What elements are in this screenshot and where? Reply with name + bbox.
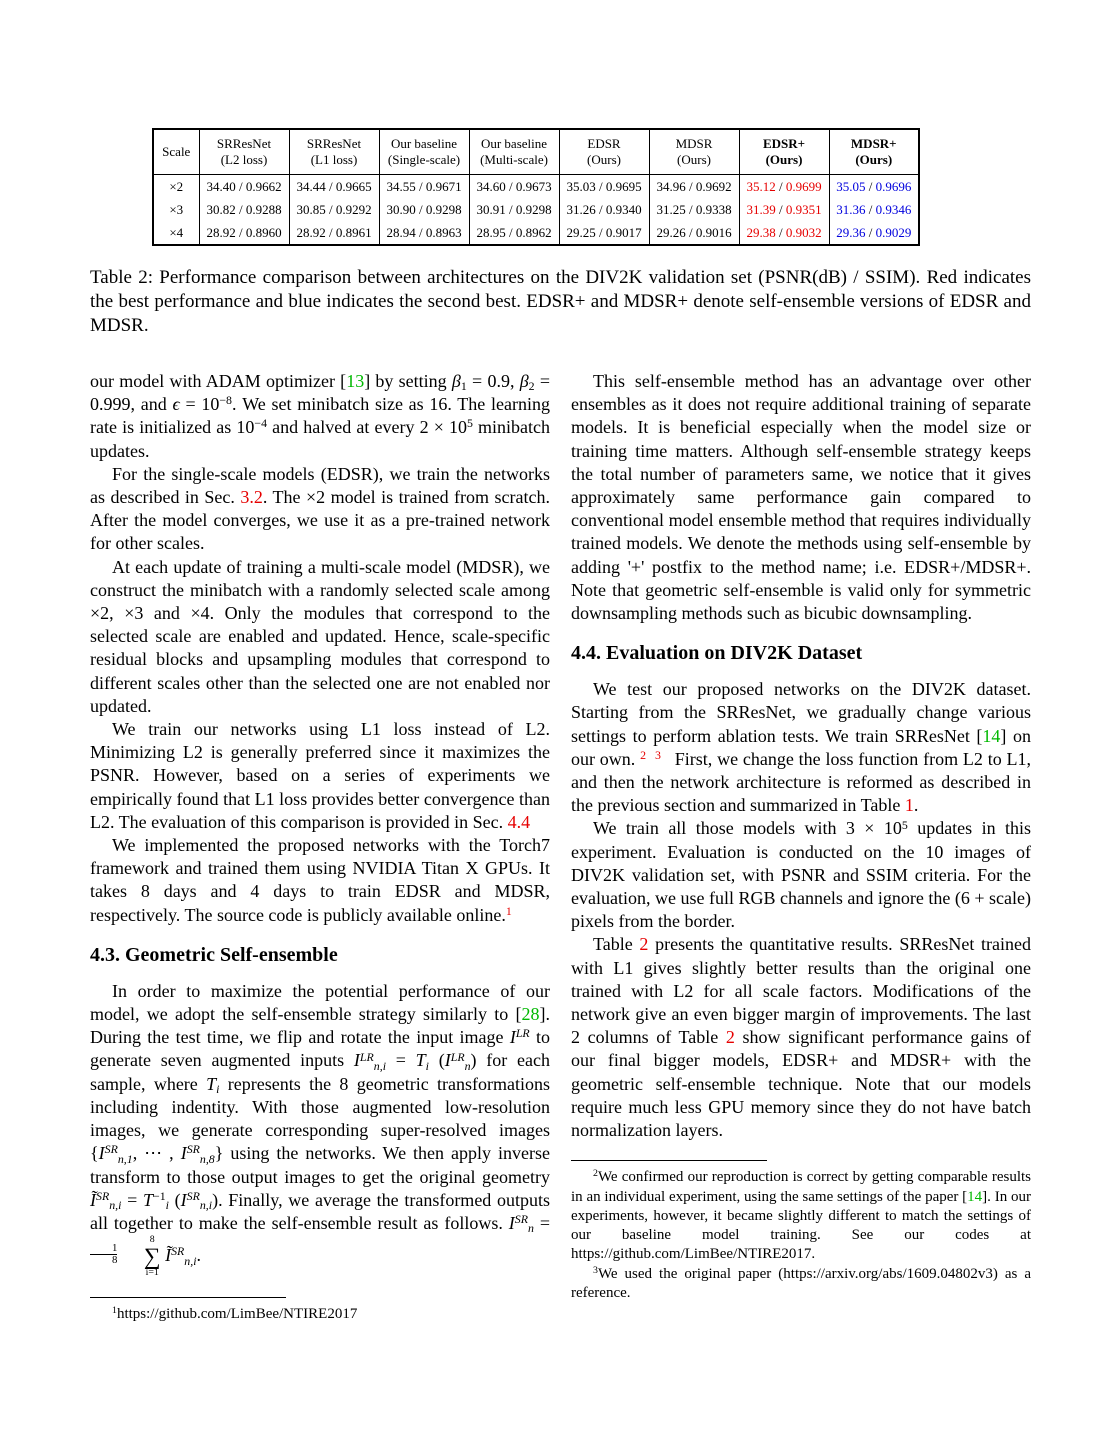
right-column <box>571 370 1031 1324</box>
ssim-value: 0.9340 <box>605 202 642 217</box>
table-cell: 28.92 / 0.8961 <box>289 221 379 245</box>
text-span: I <box>353 1050 360 1071</box>
text-span: n,i <box>373 1058 386 1073</box>
table-cell: 30.90 / 0.9298 <box>379 198 469 221</box>
citation-link[interactable]: 14 <box>982 725 1001 746</box>
table-row <box>153 221 919 245</box>
text-span: 2 <box>528 379 535 394</box>
ref-link[interactable]: 2 <box>640 747 647 762</box>
paragraph: We train our networks using L1 loss instead of L2. Minimizing L2 is generally preferred since it maximizes the PSNR. However, based on a series of experiments we empirically found that L1 loss provides better convergence than L2. The evaluation of this comparison is provided in Sec. 4.4 <box>90 719 550 832</box>
column-header: SRResNet (L1 loss) <box>289 129 379 175</box>
psnr-value: 35.12 <box>746 179 776 194</box>
column-header: EDSR (Ours) <box>559 129 649 175</box>
psnr-value: 30.91 <box>476 202 506 217</box>
ssim-value: 0.9695 <box>605 179 642 194</box>
citation-link[interactable]: 13 <box>346 371 365 391</box>
table-cell: 35.05 / 0.9696 <box>829 175 919 199</box>
table-cell: 28.95 / 0.8962 <box>469 221 559 245</box>
text-span: i <box>216 1082 220 1096</box>
math-fraction: $\frac{1}{8}$ <box>90 1243 117 1267</box>
ssim-value: 0.9699 <box>785 179 822 194</box>
psnr-value: 29.26 <box>656 225 686 240</box>
ssim-value: 0.9696 <box>875 179 912 194</box>
psnr-value: 28.95 <box>476 225 506 240</box>
column-header: Our baseline (Single-scale) <box>379 129 469 175</box>
text-span: SR <box>186 1188 200 1203</box>
ssim-value: 0.9662 <box>245 179 282 194</box>
text-span: I <box>180 1189 187 1210</box>
column-header: Our baseline (Multi-scale) <box>469 129 559 175</box>
psnr-value: 30.90 <box>386 202 416 217</box>
table-cell: 34.44 / 0.9665 <box>289 175 379 199</box>
table-cell: 29.26 / 0.9016 <box>649 221 739 245</box>
paragraph: At each update of training a multi-scale model (MDSR), we construct the minibatch with a randomly selected scale among ×2, ×3 and ×4. Only the modules that correspond to the selected scale are enabled and updated. Hence, scale-specific residual blocks and upsampling modules that correspond to different scales other than the selected one are not enabled nor updated. <box>90 556 550 716</box>
ssim-value: 0.9016 <box>695 225 732 240</box>
text-span: 5 <box>466 416 473 431</box>
psnr-value: 35.03 <box>566 179 596 194</box>
column-header: MDSR (Ours) <box>649 129 739 175</box>
paragraph: We train all those models with $3 \times 10^5$ updates in this experiment. Evaluation is conducted on the 10 images of DIV2K validation set, with PSNR and SSIM criteria. For the evaluation, we use full RGB channels and ignore the (6 + scale) pixels from the border. <box>571 817 1032 932</box>
text-span: SR <box>104 1142 118 1157</box>
text-span: n <box>527 1221 534 1236</box>
psnr-value: 31.39 <box>746 202 776 217</box>
footnote: $^3$We used the original paper (https://arxiv.org/abs/1609.04802v3) as a reference. <box>571 1264 1031 1302</box>
ref-link[interactable]: 1 <box>505 903 512 918</box>
table-cell: 30.85 / 0.9292 <box>289 198 379 221</box>
psnr-value: 34.40 <box>206 179 236 194</box>
table-cell: 29.25 / 0.9017 <box>559 221 649 245</box>
column-header: EDSR+ (Ours) <box>739 129 829 175</box>
text-span: n,i <box>199 1198 213 1213</box>
table-cell: 34.60 / 0.9673 <box>469 175 559 199</box>
left-column <box>90 370 550 1324</box>
text-span: I <box>509 1027 516 1048</box>
psnr-value: 35.05 <box>836 179 866 194</box>
paragraph: We implemented the proposed networks with the Torch7 framework and trained them using NVIDIA Titan X GPUs. It takes 8 days and 4 days to train EDSR and MDSR, respectively. The source code is publicly available online.$^1$ <box>90 835 550 925</box>
paragraph: This self-ensemble method has an advantage over other ensembles as it does not require additional training of separate models. It is beneficial especially when the model size or training time matters. Although self-ensemble strategy keeps the total number of parameters same, we notice that it gives approximately same performance gain compared to conventional model ensemble method that requires individually trained models. We denote the methods using self-ensemble by adding '+' postfix to the method name; i.e. EDSR+/MDSR+. Note that geometric self-ensemble is valid only for symmetric downsampling methods such as bicubic downsampling. <box>571 371 1031 624</box>
ssim-value: 0.8963 <box>425 225 462 240</box>
text-span: SR <box>514 1211 528 1226</box>
paragraph: In order to maximize the potential performance of our model, we adopt the self-ensemble strategy similarly to [28]. During the test time, we flip and rotate the input image $I^{LR}$ to generate seven augmented inputs $I^{LR}n,i = Ti$ $(I^{LR}n)$ for each sample, where Ti represents the 8 geometric transformations including indentity. With those augmented low-resolution images, we generate corresponding super-resolved images {$I^{SR}n,1$, ⋯ , $I^{SR}n,8$} using the networks. We then apply inverse transform to those output images to get the original geometry $Ĩ^{SR}n,i = T^{-1}i$ $(I^{SR}n,i)$. Finally, we average the transformed outputs all together to make the self-ensemble result as follows. $I^{SR}n = \frac{1}{8}$ 8 ∑ i=1 $Ĩ^{SR}n,i$. <box>90 980 551 1279</box>
ssim-value: 0.9338 <box>695 202 732 217</box>
text-span: T <box>142 1189 153 1210</box>
ssim-value: 0.8961 <box>335 225 372 240</box>
table-row <box>153 175 919 199</box>
text-span: −4 <box>254 416 268 431</box>
table-cell: 34.40 / 0.9662 <box>199 175 289 199</box>
table-cell: 31.36 / 0.9346 <box>829 198 919 221</box>
results-table <box>152 128 920 246</box>
text-span: Ĩ <box>165 1245 172 1266</box>
ssim-value: 0.9288 <box>245 202 282 217</box>
text-span: LR <box>359 1049 374 1064</box>
psnr-value: 31.36 <box>836 202 866 217</box>
psnr-value: 28.92 <box>206 225 236 240</box>
results-table-container <box>152 128 920 246</box>
footnotes <box>571 1160 1031 1303</box>
column-header: MDSR+ (Ours) <box>829 129 919 175</box>
text-span: LR <box>515 1026 530 1041</box>
psnr-value: 30.85 <box>296 202 326 217</box>
table-caption: Table 2: Performance comparison between architectures on the DIV2K validation set (PSNR(dB) / SSIM). Red indicates the best performance and blue indicates the second best. EDSR+ and MDSR+ denote self-ensemble versions of EDSR and MDSR. <box>90 267 1031 336</box>
table-cell: 35.12 / 0.9699 <box>739 175 829 199</box>
ssim-value: 0.9351 <box>785 202 822 217</box>
text-span: 1 <box>460 379 467 394</box>
ssim-value: 0.9029 <box>875 225 912 240</box>
ssim-value: 0.9671 <box>425 179 462 194</box>
psnr-value: 29.25 <box>566 225 596 240</box>
text-span: T <box>415 1050 426 1071</box>
text-span: i <box>425 1058 429 1073</box>
text-span: I <box>444 1050 451 1071</box>
text-span: SR <box>186 1142 200 1157</box>
table-cell: 28.94 / 0.8963 <box>379 221 469 245</box>
table-cell: 31.26 / 0.9340 <box>559 198 649 221</box>
table-cell: 29.38 / 0.9032 <box>739 221 829 245</box>
table-cell: 29.36 / 0.9029 <box>829 221 919 245</box>
ssim-value: 0.9017 <box>605 225 642 240</box>
text-span: −8 <box>219 393 232 408</box>
psnr-value: 31.26 <box>566 202 596 217</box>
scale-cell: ×4 <box>169 225 184 240</box>
paragraph: We test our proposed networks on the DIV2K dataset. Starting from the SRResNet, we gradually change various settings to perform ablation tests. We train SRResNet [14] on our own. $^2$ $^3$ First, we change the loss function from L2 to L1, and then the network architecture is reformed as described in the previous section and summarized in Table 1. <box>571 679 1031 816</box>
table-cell: 28.92 / 0.8960 <box>199 221 289 245</box>
text-span: ϵ <box>172 394 180 415</box>
footnote: $^1$https://github.com/LimBee/NTIRE2017 <box>112 1305 358 1323</box>
table-cell: 30.82 / 0.9288 <box>199 198 289 221</box>
ssim-value: 0.9292 <box>335 202 372 217</box>
text-span: 5 <box>901 817 908 832</box>
ssim-value: 0.9032 <box>785 225 822 240</box>
psnr-value: 29.38 <box>746 225 776 240</box>
ref-link[interactable]: 3.2 <box>240 487 263 508</box>
column-header: Scale <box>153 129 199 175</box>
footnote-rule <box>571 1160 767 1161</box>
math-sum: 8 ∑ i=1 <box>143 1234 161 1279</box>
text-span: LR <box>450 1049 465 1064</box>
footnotes <box>90 1297 550 1324</box>
text-span: β <box>451 371 461 391</box>
paragraph: Table 2 presents the quantitative results. SRResNet trained with L1 gives slightly better results than the original one trained with L2 for all scale factors. Modifications of the network give an even bigger margin of improvements. The last 2 columns of Table 2 show significant performance gains of our final bigger models, EDSR+ and MDSR+ with the geometric self-ensemble technique. Note that our models require much less GPU memory since they do not have batch normalization layers. <box>571 934 1032 1141</box>
table-cell: 31.39 / 0.9351 <box>739 198 829 221</box>
text-span: n,i <box>184 1253 197 1268</box>
text-span: 2 <box>593 1168 598 1180</box>
ssim-value: 0.8962 <box>515 225 552 240</box>
ssim-value: 0.9665 <box>335 179 372 194</box>
table-cell: 30.91 / 0.9298 <box>469 198 559 221</box>
text-span: SR <box>171 1244 185 1259</box>
table-row <box>153 198 919 221</box>
text-span: 1 <box>112 1305 117 1317</box>
text-span: I <box>508 1212 515 1233</box>
text-span: I <box>98 1143 105 1164</box>
psnr-value: 34.55 <box>386 179 416 194</box>
ssim-value: 0.9692 <box>695 179 732 194</box>
section-heading: 4.4. Evaluation on DIV2K Dataset <box>571 642 863 665</box>
psnr-value: 28.92 <box>296 225 326 240</box>
text-span: β <box>519 371 529 391</box>
section-heading: 4.3. Geometric Self-ensemble <box>90 943 338 966</box>
ssim-value: 0.9673 <box>515 179 552 194</box>
table-cell: 34.96 / 0.9692 <box>649 175 739 199</box>
psnr-value: 28.94 <box>386 225 416 240</box>
text-span: n,i <box>109 1198 122 1213</box>
scale-cell: ×3 <box>169 202 184 217</box>
ssim-value: 0.9298 <box>515 202 552 217</box>
body-columns <box>90 370 1031 1324</box>
ref-link[interactable]: 1 <box>904 795 914 816</box>
table-cell: 31.25 / 0.9338 <box>649 198 739 221</box>
text-span: i <box>165 1198 169 1213</box>
psnr-value: 34.96 <box>656 179 686 194</box>
text-span: n <box>464 1058 471 1073</box>
ssim-value: 0.9298 <box>425 202 462 217</box>
psnr-value: 29.36 <box>836 225 866 240</box>
table-cell: 34.55 / 0.9671 <box>379 175 469 199</box>
psnr-value: 34.60 <box>476 179 506 194</box>
ref-link[interactable]: 2 <box>639 934 649 955</box>
citation-link[interactable]: 14 <box>967 1188 983 1205</box>
ssim-value: 0.9346 <box>875 202 912 217</box>
table-cell: 35.03 / 0.9695 <box>559 175 649 199</box>
citation-link[interactable]: 28 <box>521 1004 540 1025</box>
scale-cell: ×2 <box>169 179 184 194</box>
ref-link[interactable]: 4.4 <box>507 811 531 832</box>
footnote-rule <box>90 1297 286 1298</box>
text-span: 3 <box>593 1264 598 1276</box>
psnr-value: 34.44 <box>296 179 326 194</box>
ref-link[interactable]: 2 <box>725 1027 735 1048</box>
ref-link[interactable]: 3 <box>655 747 661 762</box>
paragraph: For the single-scale models (EDSR), we train the networks as described in Sec. 3.2. The ×2 model is trained from scratch. After the model converges, we use it as a pre-trained network for other scales. <box>90 463 551 554</box>
psnr-value: 30.82 <box>206 202 236 217</box>
column-header: SRResNet (L2 loss) <box>199 129 289 175</box>
psnr-value: 31.25 <box>656 202 686 217</box>
text-span: T <box>206 1073 217 1094</box>
text-span: SR <box>96 1188 110 1203</box>
ssim-value: 0.8960 <box>245 225 282 240</box>
text-span: I <box>180 1143 187 1164</box>
paragraph: our model with ADAM optimizer [13] by setting β1 = 0.9, β2 = 0.999, and $\epsilon = 10^{-8}$. We set minibatch size as 16. The learning rate is initialized as $10^{-4}$ and halved at every $2 \times 10^5$ minibatch updates. <box>90 371 551 461</box>
text-span: −1 <box>153 1188 166 1203</box>
text-span: n,1 <box>117 1151 133 1166</box>
footnote: $^2$We confirmed our reproduction is correct by getting comparable results in an individual experiment, using the same settings of the paper [14]. In our experiments, however, it became slightly different to match the settings of our baseline model training. See our codes at https://github.com/LimBee/NTIRE2017. <box>571 1168 1031 1263</box>
text-span: n,8 <box>199 1151 215 1166</box>
text-span: Ĩ <box>90 1189 96 1210</box>
